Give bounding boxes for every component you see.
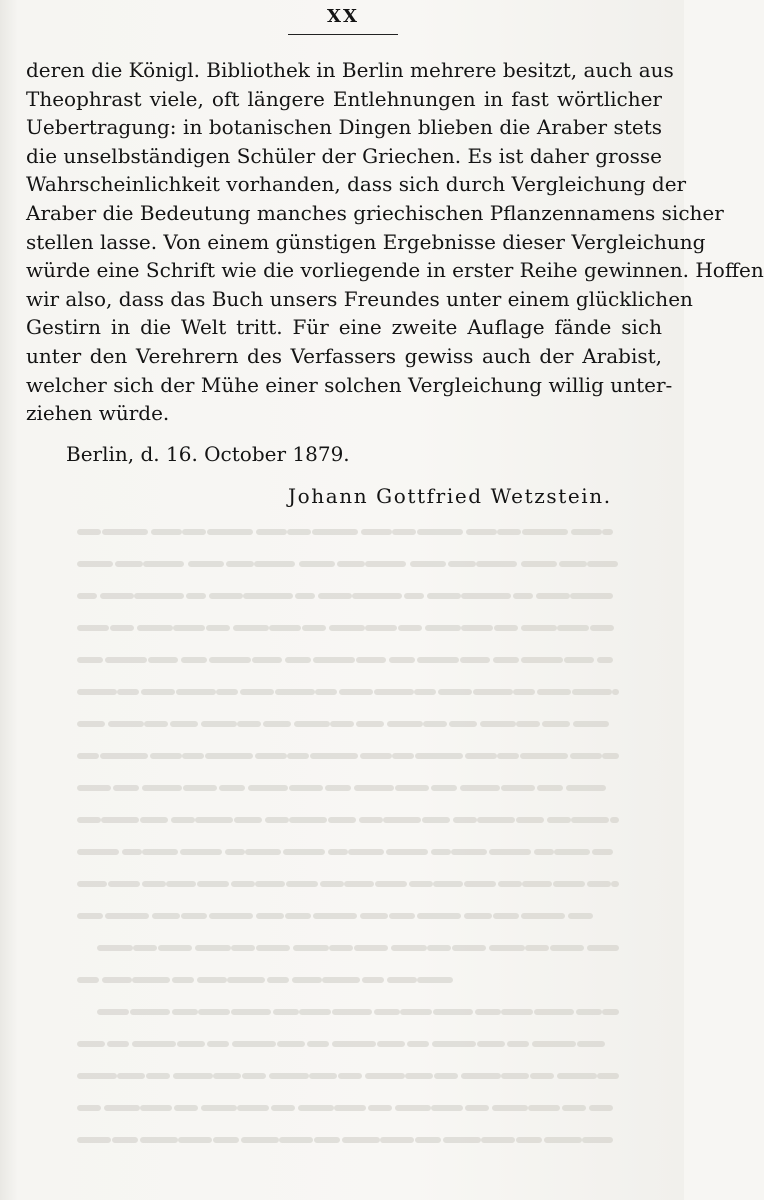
text-line: deren die Königl. Bibliothek in Berlin mehrere besitzt, auch aus	[26, 58, 674, 82]
text-line: Theophrast viele, oft längere Entlehnungen in fast wörtlicher	[26, 86, 662, 111]
text-line: stellen lasse. Von einem günstigen Ergebnisse dieser Vergleichung	[26, 229, 706, 254]
running-head: XX	[327, 6, 359, 27]
text-line: die unselbständigen Schüler der Griechen. Es ist daher grosse	[26, 143, 662, 168]
dateline: Berlin, d. 16. October 1879.	[66, 442, 350, 466]
text-line: welcher sich der Mühe einer solchen Vergleichung willig unter-	[26, 372, 673, 397]
text-line: Araber die Bedeutung manches griechischen Pflanzennamens sicher	[26, 200, 724, 225]
show-through-texture	[70, 520, 630, 1160]
signature: Johann Gottfried Wetzstein.	[288, 484, 612, 508]
text-line: unter den Verehrern des Verfassers gewiss auch der Arabist,	[26, 343, 662, 368]
text-line: würde eine Schrift wie die vorliegende in erster Reihe gewinnen. Hoffen	[26, 258, 764, 283]
text-line: ziehen würde.	[26, 401, 170, 426]
text-line: Uebertragung: in botanischen Dingen blieben die Araber stets	[26, 115, 662, 140]
text-line: Wahrscheinlichkeit vorhanden, dass sich durch Vergleichung der	[26, 172, 687, 197]
body-paragraph	[26, 56, 764, 428]
text-line: wir also, dass das Buch unsers Freundes unter einem glücklichen	[26, 286, 693, 311]
text-line: Gestirn in die Welt tritt. Für eine zweite Auflage fände sich	[26, 315, 662, 340]
header-rule	[288, 34, 398, 35]
